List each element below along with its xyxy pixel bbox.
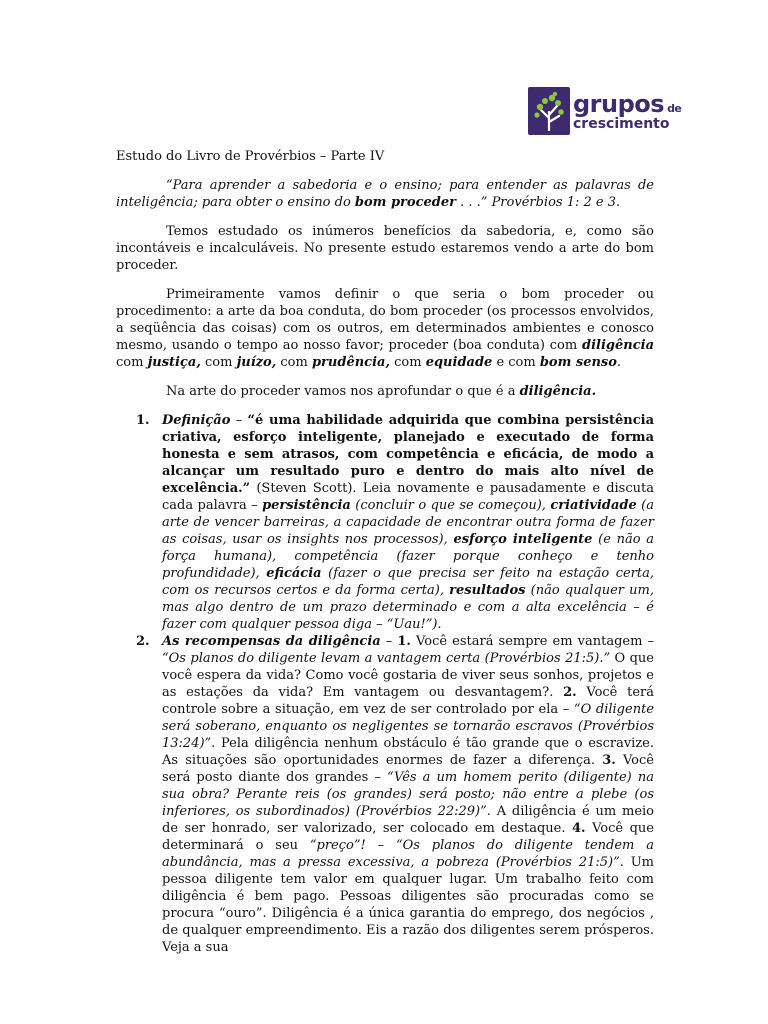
paragraph-diligence: Na arte do proceder vamos nos aprofundar o que é a diligência. — [166, 384, 597, 399]
numbered-list — [116, 412, 654, 956]
list-number: 1. — [136, 413, 150, 428]
logo — [528, 87, 681, 135]
document-title: Estudo do Livro de Provérbios – Parte IV — [116, 149, 385, 164]
paragraph-definition: Primeiramente vamos definir o que seria o bom proceder ou procedimento: a arte da boa conduta, do bom proceder (os processos envolvidos, a seqüência das coisas) com os outros, em determinados ambientes e conosco mesmo, usando o tempo ao nosso favor; proceder (boa conduta) com diligência com justiça, com juízo, com prudência, com equidade e com bom senso. — [116, 287, 654, 370]
document-body — [116, 148, 654, 956]
list-item: 1. Definição – “é uma habilidade adquirida que combina persistência criativa, esforço inteligente, planejado e executado de forma honesta e sem atrasos, com competência e eficácia, de modo a alcançar um resultado puro e dentro do mais alto nível de excelência.” (Steven Scott). Leia novamente e pausadamente e discuta cada palavra – persistência (concluir o que se começou), criatividade (a arte de vencer barreiras, a capacidade de encontrar outra forma de fazer as coisas, usar os insights nos processos), esforço inteligente (e não a força humana), competência (fazer porque conheço e tenho profundidade), eficácia (fazer o que precisa ser feito na estação certa, com os recursos certos e da forma certa), resultados (não qualquer um, mas algo dentro de um prazo determinado e com a alta excelência – é fazer com qualquer pessoa diga – “Uau!”). — [136, 413, 655, 632]
logo-word-de: de — [667, 101, 682, 115]
list-number: 2. — [136, 634, 150, 649]
tree-icon — [528, 87, 570, 135]
opening-quote: “Para aprender a sabedoria e o ensino; para entender as palavras de inteligência; para obter o ensino do bom proceder . . .” Provérbios 1: 2 e 3. — [116, 178, 654, 210]
paragraph-intro: Temos estudado os inúmeros benefícios da sabedoria, e, como são incontáveis e incalculáveis. No presente estudo estaremos vendo a arte do bom proceder. — [116, 224, 654, 273]
logo-word-grupos: grupos — [573, 89, 665, 118]
list-item: 2. As recompensas da diligência – 1. Você estará sempre em vantagem – “Os planos do diligente levam a vantagem certa (Provérbios 21:5).” O que você espera da vida? Como você gostaria de viver seus sonhos, projetos e as estações da vida? Em vantagem ou desvantagem?. 2. Você terá controle sobre a situação, em vez de ser controlado por ela – “O diligente será soberano, enquanto os negligentes se tornarão escravos (Provérbios 13:24)”. Pela diligência nenhum obstáculo é tão grande que o escravize. As situações são oportunidades enormes de fazer a diferença. 3. Você será posto diante dos grandes – “Vês a um homem perito (diligente) na sua obra? Perante reis (os grandes) será posto; não entre a plebe (os inferiores, os subordinados) (Provérbios 22:29)”. A diligência é um meio de ser honrado, ser valorizado, ser colocado em destaque. 4. Você que determinará o seu “preço”! – “Os planos do diligente tendem a abundância, mas a pressa excessiva, a pobreza (Provérbios 21:5)”. Um pessoa diligente tem valor em qualquer lugar. Um trabalho feito com diligência é bem pago. Pessoas diligentes são procuradas como se procura “ouro”. Diligência é a única garantia do emprego, dos negócios , de qualquer empreendimento. Eis a razão dos diligentes serem prósperos. Veja a sua — [136, 634, 655, 955]
logo-word-crescimento: crescimento — [573, 115, 670, 132]
